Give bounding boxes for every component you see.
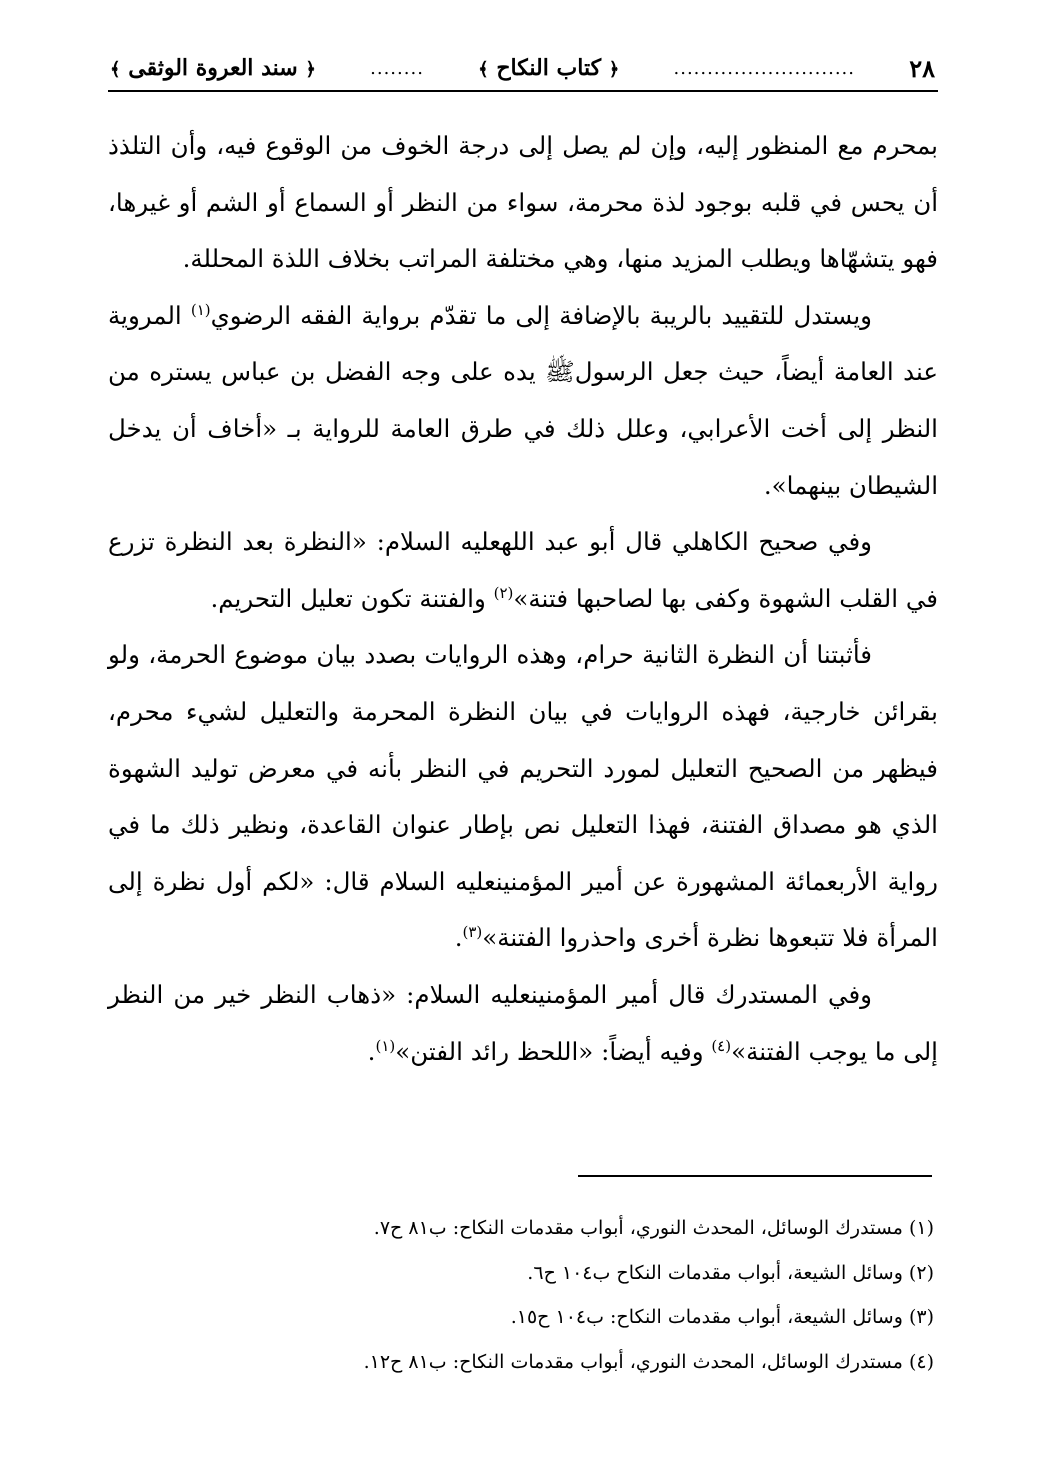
footnote: (٤) مستدرك الوسائل، المحدث النوري، أبواب مقدمات النكاح: ب٨١ ح١٢.	[363, 1350, 934, 1373]
footnote: (٢) وسائل الشيعة، أبواب مقدمات النكاح ب١٠٤ ح٦.	[527, 1261, 934, 1284]
header-book-title: كتاب النكاح	[496, 55, 602, 81]
header-rule	[108, 90, 938, 92]
page-number: ٢٨	[909, 53, 935, 83]
paragraph-text: .	[454, 923, 463, 953]
running-header	[110, 50, 935, 86]
footnote: (٣) وسائل الشيعة، أبواب مقدمات النكاح: ب١٠٤ ح١٥.	[510, 1306, 934, 1328]
ornament-bracket-open: ﴿	[305, 59, 316, 80]
paragraph	[108, 967, 938, 1080]
footnotes	[108, 1206, 934, 1384]
paragraph	[108, 514, 938, 627]
ornament-bracket-open: ﴿	[608, 59, 620, 80]
footnote-ref: (١)	[375, 1036, 396, 1055]
paragraph-text: وفي المستدرك قال أمير المؤمنينعليه السلام: «ذهاب النظر خير من النظر إلى ما يوجب الفتنة»	[108, 979, 938, 1066]
body-text	[108, 118, 938, 1080]
paragraph	[108, 288, 938, 514]
paragraph-text: بمحرم مع المنظور إليه، وإن لم يصل إلى درجة الخوف من الوقوع فيه، وأن التلذذ أن يحس في قلبه بوجود لذة محرمة، سواء من النظر أو السماع أو الشم أو غيرها، فهو يتشهّاها ويطلب المزيد منها، وهي مختلفة المراتب بخلاف اللذة المحللة.	[108, 131, 938, 274]
footnote-ref: (٤)	[711, 1036, 732, 1055]
paragraph-text: والفتنة تكون تعليل التحريم.	[210, 583, 494, 613]
footnote-separator	[578, 1175, 932, 1177]
paragraph-text: فأثبتنا أن النظرة الثانية حرام، وهذه الروايات بصدد بيان موضوع الحرمة، ولو بقرائن خارجية، فهذه الروايات في بيان النظرة المحرمة والتعليل لشيء محرم، فيظهر من الصحيح التعليل لمورد التحريم في النظر بأنه في معرض توليد الشهوة الذي هو مصداق الفتنة، فهذا التعليل نص بإطار عنوان القاعدة، ونظير ذلك ما في رواية الأربعمائة المشهورة عن أمير المؤمنينعليه السلام قال: «لكم أول نظرة إلى المرأة فلا تتبعوها نظرة أخرى واحذروا الفتنة»	[108, 640, 938, 953]
header-book-title-group	[478, 55, 619, 81]
footnote-ref: (٢)	[493, 583, 514, 602]
paragraph-text: .	[367, 1036, 376, 1066]
paragraph-text: وفيه أيضاً: «اللحظ رائد الفتن»	[395, 1036, 712, 1066]
paragraph	[108, 627, 938, 967]
header-work-title: سند العروة الوثقى	[128, 55, 298, 81]
ornament-bracket-close: ﴾	[478, 59, 489, 80]
paragraph-text: ويستدل للتقييد بالريبة بالإضافة إلى ما تقدّم برواية الفقه الرضوي	[210, 300, 872, 330]
header-dot-leader: ...........................	[673, 57, 855, 79]
footnote-ref: (١)	[190, 300, 211, 319]
paragraph-text: وفي صحيح الكاهلي قال أبو عبد اللهعليه السلام: «النظرة بعد النظرة تزرع في القلب الشهوة وكفى بها لصاحبها فتنة»	[108, 527, 938, 613]
paragraph	[108, 118, 938, 288]
ornament-bracket-close: ﴾	[110, 59, 121, 80]
paragraph-text: المروية عند العامة أيضاً، حيث جعل الرسولﷺ يده على وجه الفضل بن عباس يستره من النظر إلى أخت الأعرابي، وعلل ذلك في طرق العامة للرواية بـ «أخاف أن يدخل الشيطان بينهما».	[108, 300, 938, 500]
footnote-ref: (٣)	[462, 923, 483, 942]
header-dot-leader-short: ........	[370, 57, 424, 79]
footnote: (١) مستدرك الوسائل، المحدث النوري، أبواب مقدمات النكاح: ب٨١ ح٧.	[373, 1217, 934, 1239]
header-work-title-group	[110, 55, 316, 81]
